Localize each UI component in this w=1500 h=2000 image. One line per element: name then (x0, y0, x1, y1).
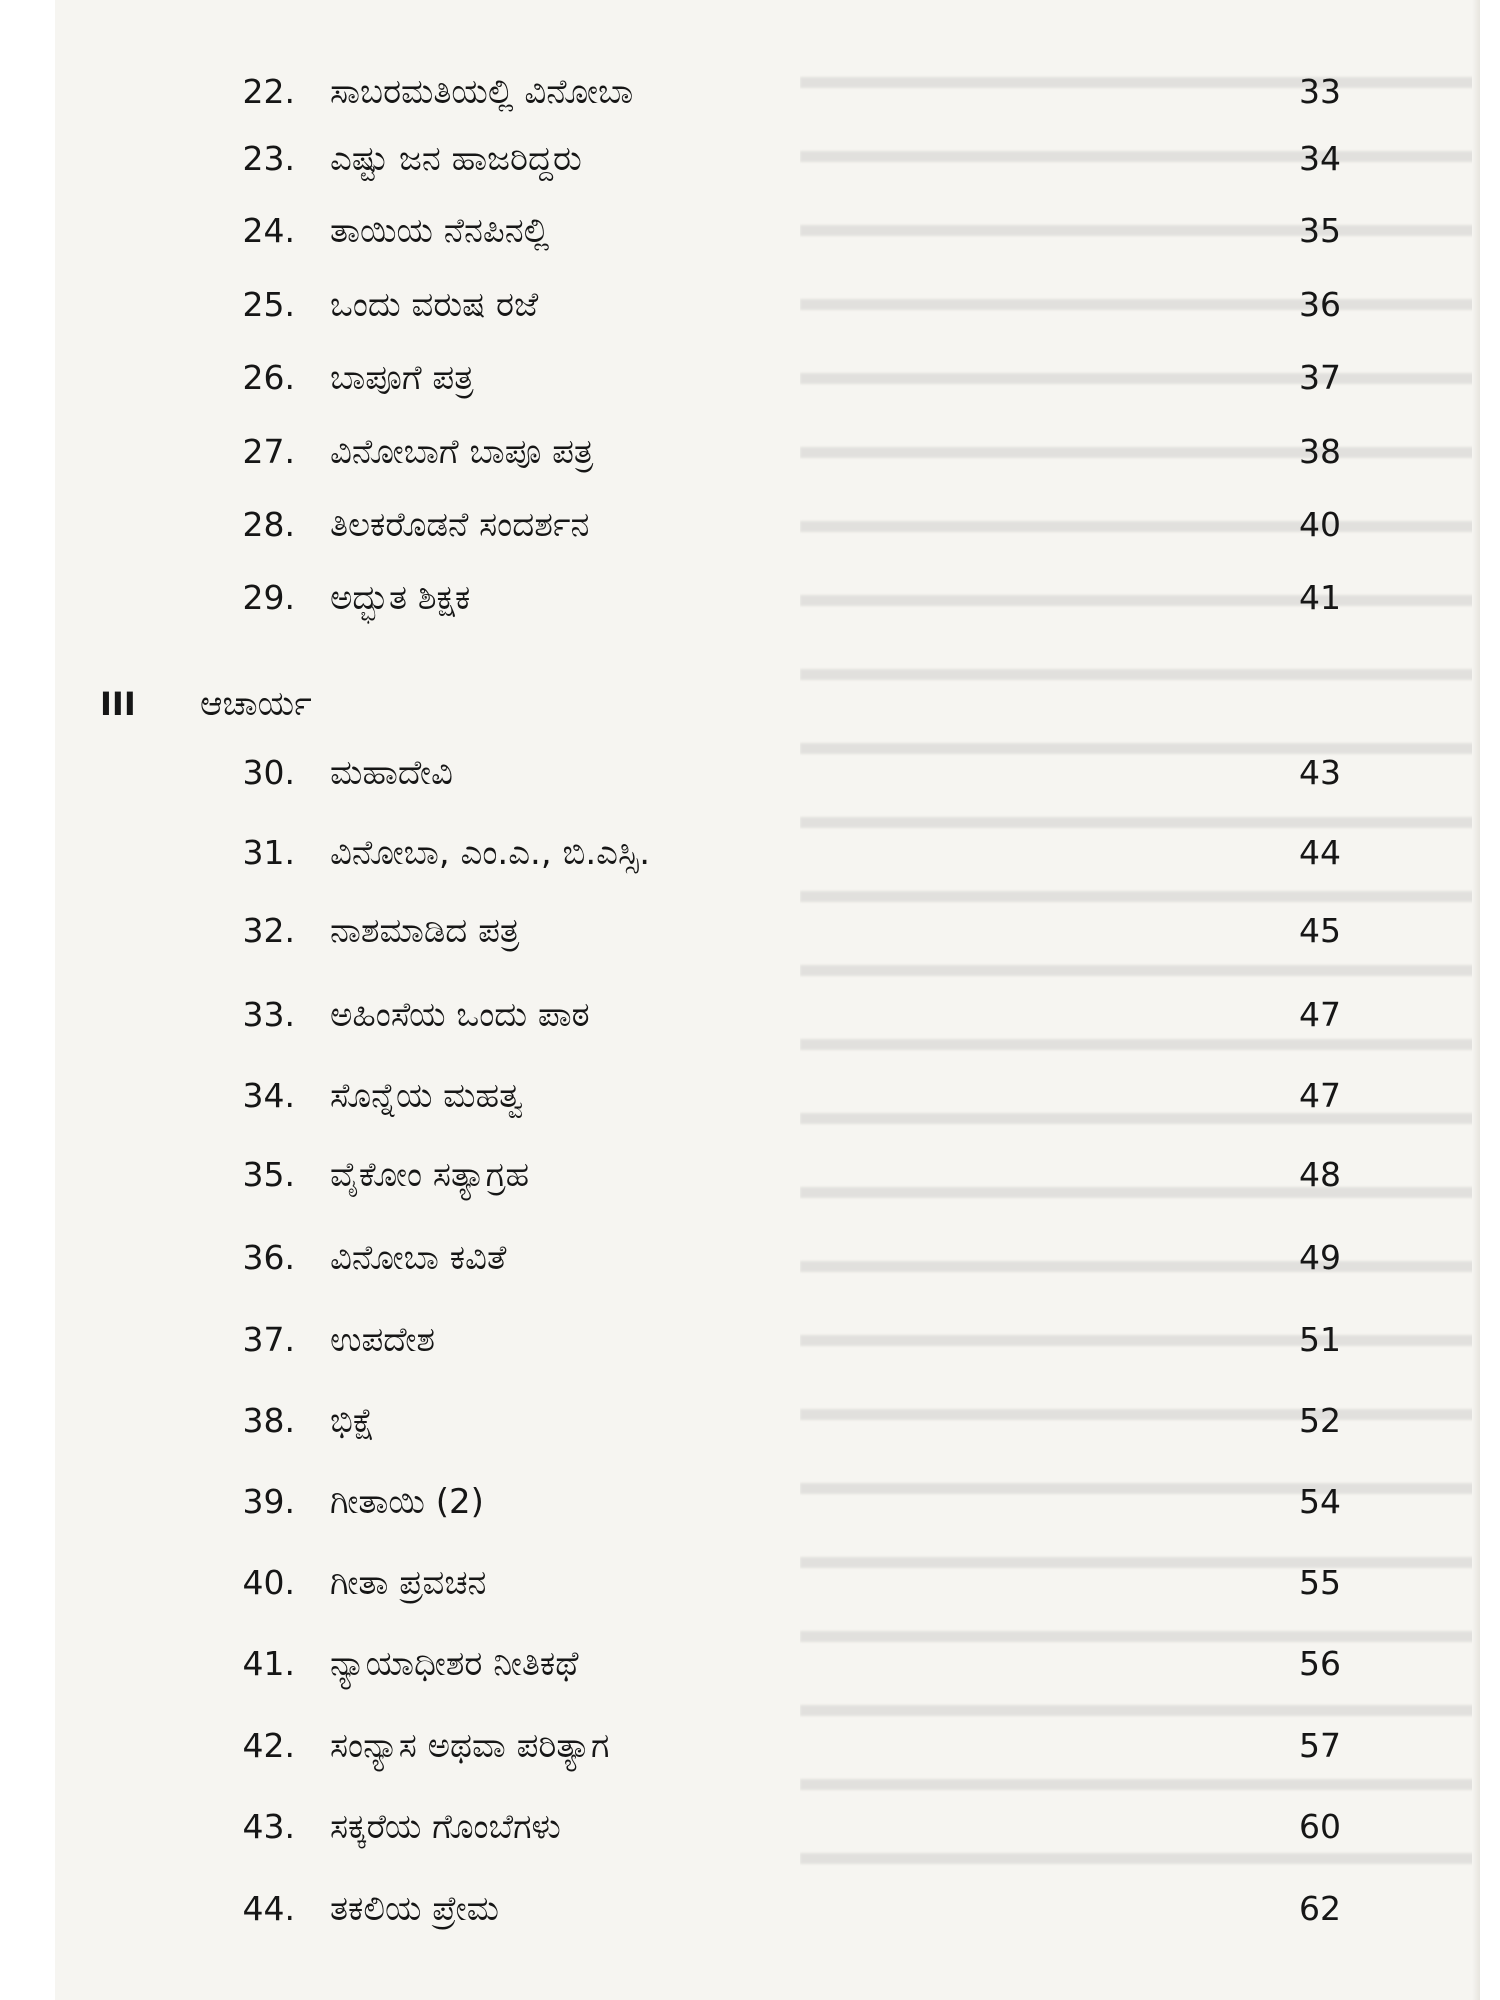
toc-entry (55, 201, 1480, 261)
entry-page-number: 33 (1299, 72, 1341, 111)
entry-number: 23. (242, 139, 295, 178)
entry-number: 43. (242, 1807, 295, 1846)
entry-title: ಸೊನ್ನೆಯ ಮಹತ್ವ (330, 1076, 524, 1116)
entry-page-number: 55 (1299, 1563, 1341, 1602)
book-page (55, 0, 1480, 2000)
toc-entry (55, 495, 1480, 555)
toc-entry (55, 62, 1480, 122)
toc-entry (55, 1472, 1480, 1532)
entry-number: 30. (242, 753, 295, 792)
entry-number: 25. (242, 285, 295, 324)
toc-entry (55, 985, 1480, 1045)
entry-title: ಗೀತಾ ಪ್ರವಚನ (330, 1563, 487, 1603)
section-title: ಆಚಾರ್ಯ (200, 684, 312, 724)
entry-page-number: 36 (1299, 285, 1341, 324)
entry-title: ತಾಯಿಯ ನೆನಪಿನಲ್ಲಿ (330, 211, 550, 251)
entry-number: 34. (242, 1076, 295, 1115)
entry-number: 41. (242, 1644, 295, 1683)
toc-entry (55, 1145, 1480, 1205)
entry-title: ಗೀತಾಯಿ (2) (330, 1482, 484, 1522)
entry-title: ವಿನೋಬಾಗೆ ಬಾಪೂ ಪತ್ರ (330, 432, 594, 472)
entry-title: ಅಹಿಂಸೆಯ ಒಂದು ಪಾಠ (330, 995, 590, 1035)
entry-page-number: 52 (1299, 1401, 1341, 1440)
toc-entry (55, 1634, 1480, 1694)
entry-page-number: 54 (1299, 1482, 1341, 1521)
entry-title: ಸಾಬರಮತಿಯಲ್ಲಿ ವಿನೋಬಾ (330, 72, 634, 112)
entry-number: 31. (242, 833, 295, 872)
entry-page-number: 62 (1299, 1889, 1341, 1928)
toc-entry (55, 1228, 1480, 1288)
toc-entry (55, 1310, 1480, 1370)
entry-page-number: 38 (1299, 432, 1341, 471)
entry-title: ಅದ್ಭುತ ಶಿಕ್ಷಕ (330, 578, 471, 618)
entry-page-number: 48 (1299, 1155, 1341, 1194)
toc-entry (55, 1391, 1480, 1451)
entry-number: 38. (242, 1401, 295, 1440)
entry-title: ಉಪದೇಶ (330, 1320, 436, 1360)
toc-entry (55, 568, 1480, 628)
entry-page-number: 37 (1299, 358, 1341, 397)
entry-number: 33. (242, 995, 295, 1034)
entry-page-number: 47 (1299, 995, 1341, 1034)
section-heading (55, 674, 1480, 734)
entry-number: 42. (242, 1726, 295, 1765)
entry-title: ಮಹಾದೇವಿ (330, 753, 453, 793)
entry-number: 35. (242, 1155, 295, 1194)
entry-title: ನಾಶಮಾಡಿದ ಪತ್ರ (330, 911, 520, 951)
toc-entry (55, 743, 1480, 803)
toc-entry (55, 1797, 1480, 1857)
toc-entry (55, 901, 1480, 961)
entry-title: ವಿನೋಬಾ, ಎಂ.ಎ., ಬಿ.ಎಸ್ಸಿ. (330, 833, 651, 873)
entry-number: 44. (242, 1889, 295, 1928)
entry-page-number: 44 (1299, 833, 1341, 872)
toc-entry (55, 1716, 1480, 1776)
entry-page-number: 57 (1299, 1726, 1341, 1765)
entry-title: ಸಕ್ಕರೆಯ ಗೊಂಬೆಗಳು (330, 1807, 561, 1847)
entry-number: 36. (242, 1238, 295, 1277)
entry-title: ನ್ಯಾಯಾಧೀಶರ ನೀತಿಕಥೆ (330, 1644, 579, 1684)
entry-number: 29. (242, 578, 295, 617)
entry-title: ವಿನೋಬಾ ಕವಿತೆ (330, 1238, 507, 1278)
entry-number: 40. (242, 1563, 295, 1602)
entry-title: ಸಂನ್ಯಾಸ ಅಥವಾ ಪರಿತ್ಯಾಗ (330, 1726, 610, 1766)
entry-number: 39. (242, 1482, 295, 1521)
entry-number: 37. (242, 1320, 295, 1359)
entry-number: 32. (242, 911, 295, 950)
toc-entry (55, 1879, 1480, 1939)
entry-number: 26. (242, 358, 295, 397)
entry-page-number: 45 (1299, 911, 1341, 950)
toc-entry (55, 348, 1480, 408)
entry-page-number: 41 (1299, 578, 1341, 617)
entry-number: 27. (242, 432, 295, 471)
entry-page-number: 49 (1299, 1238, 1341, 1277)
entry-number: 22. (242, 72, 295, 111)
toc-entry (55, 275, 1480, 335)
entry-page-number: 43 (1299, 753, 1341, 792)
entry-number: 24. (242, 211, 295, 250)
entry-title: ತಕಲಿಯ ಪ್ರೇಮ (330, 1889, 499, 1929)
toc-entry (55, 422, 1480, 482)
entry-title: ವೈಕೋಂ ಸತ್ಯಾಗ್ರಹ (330, 1155, 530, 1195)
entry-page-number: 40 (1299, 505, 1341, 544)
toc-entry (55, 129, 1480, 189)
entry-title: ತಿಲಕರೊಡನೆ ಸಂದರ್ಶನ (330, 505, 590, 545)
entry-number: 28. (242, 505, 295, 544)
entry-page-number: 60 (1299, 1807, 1341, 1846)
entry-title: ಭಿಕ್ಷೆ (330, 1401, 375, 1441)
entry-title: ಎಷ್ಟು ಜನ ಹಾಜರಿದ್ದರು (330, 139, 582, 179)
entry-page-number: 34 (1299, 139, 1341, 178)
toc-entry (55, 1066, 1480, 1126)
section-number: III (100, 685, 136, 723)
entry-title: ಒಂದು ವರುಷ ರಜೆ (330, 285, 539, 325)
entry-page-number: 56 (1299, 1644, 1341, 1683)
entry-title: ಬಾಪೂಗೆ ಪತ್ರ (330, 358, 474, 398)
toc-entry (55, 823, 1480, 883)
entry-page-number: 35 (1299, 211, 1341, 250)
entry-page-number: 47 (1299, 1076, 1341, 1115)
table-of-contents (55, 0, 1480, 2000)
toc-entry (55, 1553, 1480, 1613)
entry-page-number: 51 (1299, 1320, 1341, 1359)
